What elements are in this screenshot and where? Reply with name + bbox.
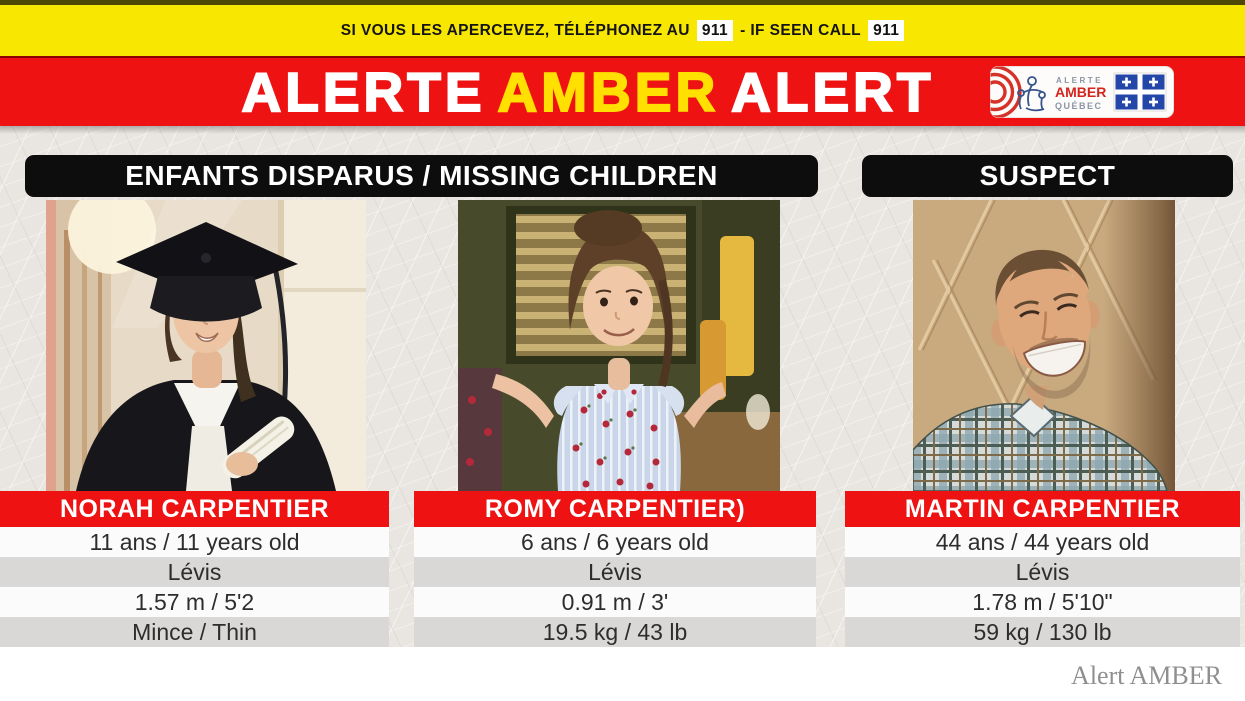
- alert-title: [242, 60, 935, 124]
- romy-age-row: 6 ans / 6 years old: [414, 527, 816, 557]
- girl-graduation-photo-illustration: [46, 200, 366, 491]
- phone-number-en-badge: 911: [868, 20, 904, 41]
- name-bar-norah: NORAH CARPENTIER: [0, 491, 389, 527]
- photo-martin-carpentier: [913, 200, 1175, 491]
- romy-height-row: 0.91 m / 3': [414, 587, 816, 617]
- title-word-alerte: ALERTE: [241, 61, 486, 123]
- suspect-header: SUSPECT: [862, 155, 1233, 197]
- logo-line-alerte: ALERTE: [1056, 76, 1103, 85]
- missing-children-header: ENFANTS DISPARUS / MISSING CHILDREN: [25, 155, 818, 197]
- alerte-amber-quebec-logo: [990, 66, 1174, 118]
- norah-city-row: Lévis: [0, 557, 389, 587]
- man-plaid-shirt-photo-illustration: [913, 200, 1175, 491]
- name-bar-martin: MARTIN CARPENTIER: [845, 491, 1240, 527]
- logo-line-amber: AMBER: [1055, 84, 1107, 100]
- photo-norah-carpentier: [46, 200, 366, 491]
- image-caption: Alert AMBER: [1071, 661, 1222, 690]
- emergency-call-banner: [0, 5, 1245, 56]
- martin-city-row: Lévis: [845, 557, 1240, 587]
- name-bar-romy: ROMY CARPENTIER): [414, 491, 816, 527]
- romy-city-row: Lévis: [414, 557, 816, 587]
- banner-shadow: [0, 126, 1245, 134]
- amber-quebec-logo-graphic: [990, 66, 1174, 118]
- norah-height-row: 1.57 m / 5'2: [0, 587, 389, 617]
- logo-line-quebec: QUÉBEC: [1055, 101, 1103, 111]
- alert-title-banner: [0, 58, 1245, 126]
- call-instruction-fr: SI VOUS LES APERCEVEZ, TÉLÉPHONEZ AU: [340, 21, 690, 39]
- norah-age-row: 11 ans / 11 years old: [0, 527, 389, 557]
- norah-build-row: Mince / Thin: [0, 617, 389, 647]
- call-instruction-en: - IF SEEN CALL: [740, 21, 862, 39]
- quebec-flag-icon: [1114, 73, 1166, 111]
- martin-age-row: 44 ans / 44 years old: [845, 527, 1240, 557]
- romy-weight-row: 19.5 kg / 43 lb: [414, 617, 816, 647]
- title-word-alert: ALERT: [731, 61, 935, 123]
- martin-weight-row: 59 kg / 130 lb: [845, 617, 1240, 647]
- photo-romy-carpentier: [458, 200, 780, 491]
- girl-floral-dress-photo-illustration: [458, 200, 780, 491]
- title-word-amber: AMBER: [497, 61, 720, 123]
- bottom-strip: [0, 647, 1245, 701]
- martin-height-row: 1.78 m / 5'10": [845, 587, 1240, 617]
- phone-number-fr-badge: 911: [697, 20, 733, 41]
